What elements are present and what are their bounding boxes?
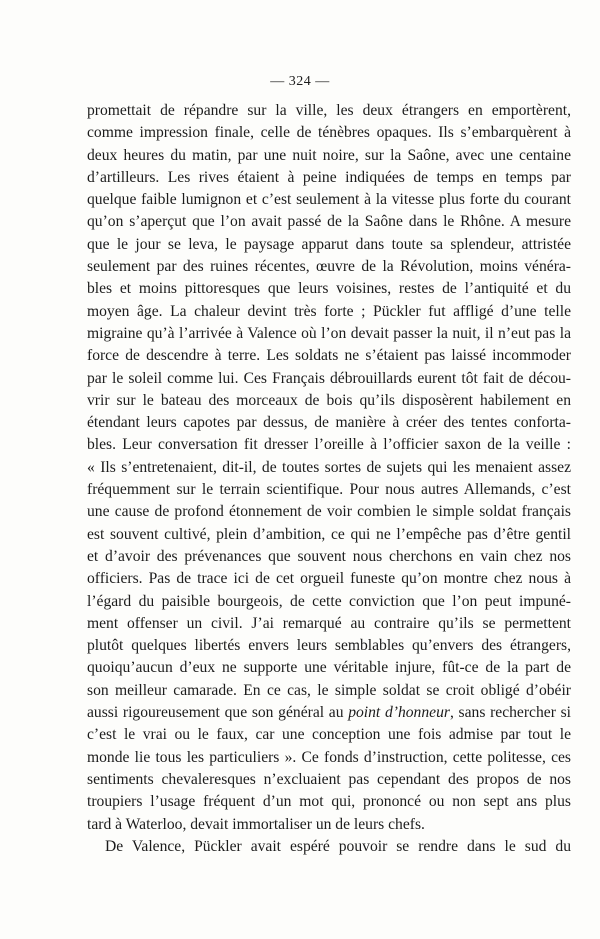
text-line: force de descendre à terre. Les soldats ne s’étaient pas laissé incommoder xyxy=(87,347,571,365)
text-line: qu’on s’aperçut que l’on avait passé de la Saône dans le Rhône. A mesure xyxy=(87,213,571,231)
text-line: et d’avoir des prévenances que souvent nous cherchons en vain chez nos xyxy=(87,547,571,565)
text-line: par le soleil comme lui. Ces Français débrouillards eurent tôt fait de décou- xyxy=(87,369,571,387)
text-line: est souvent cultivé, plein d’ambition, ce qui ne l’empêche pas d’être gentil xyxy=(87,525,571,543)
text-line: bles. Leur conversation fit dresser l’oreille à l’officier saxon de la veille : xyxy=(87,436,571,454)
text-line xyxy=(87,702,571,724)
page-number: — 324 — xyxy=(270,74,330,89)
text-line: c’est le vrai ou le faux, car une conception une fois admise par tout le xyxy=(87,726,571,744)
text-line: bles et moins pittoresques que leurs voisines, restes de l’antiquité et du xyxy=(87,280,571,298)
text-line: officiers. Pas de trace ici de cet orgueil funeste qu’on montre chez nous à xyxy=(87,570,571,588)
text-line: moyen âge. La chaleur devint très forte ; Pückler fut affligé d’une telle xyxy=(87,302,571,320)
text-line: d’artilleurs. Les rives étaient à peine indiquées de temps en temps par xyxy=(87,168,571,186)
text-line: fréquemment sur le terrain scientifique. Pour nous autres Allemands, c’est xyxy=(87,481,571,499)
text-line: promettait de répandre sur la ville, les deux étrangers en emportèrent, xyxy=(87,102,571,119)
text-line: une cause de profond étonnement de voir combien le simple soldat français xyxy=(87,503,571,521)
text-line: comme impression finale, celle de ténèbres opaques. Ils s’embarquèrent à xyxy=(87,124,571,142)
text-line: monde lie tous les particuliers ». Ce fonds d’instruction, cette politesse, ces xyxy=(87,748,571,766)
text-line: vrir sur le bateau des morceaux de bois qu’ils disposèrent habilement en xyxy=(87,391,571,409)
text-line: l’égard du paisible bourgeois, de cette conviction que l’on peut impuné- xyxy=(87,592,571,610)
text-line: quelque faible lumignon et c’est seulement à la vitesse plus forte du courant xyxy=(87,191,571,209)
body-text xyxy=(87,100,571,858)
text-segment: , sans rechercher si xyxy=(449,704,571,722)
text-line: deux heures du matin, par une nuit noire, sur la Saône, avec une centaine xyxy=(87,146,571,164)
text-line: migraine qu’à l’arrivée à Valence où l’on devait passer la nuit, il n’eut pas la xyxy=(87,324,571,342)
text-line: sentiments chevaleresques n’excluaient pas cependant des propos de nos xyxy=(87,770,571,788)
text-line: quoiqu’aucun d’eux ne supporte une véritable injure, fût-ce de la part de xyxy=(87,659,571,677)
text-line: plutôt quelques libertés envers leurs semblables qu’envers des étrangers, xyxy=(87,637,571,655)
text-segment: aussi rigoureusement que son général au xyxy=(87,704,349,722)
text-line: seulement par des ruines récentes, œuvre de la Révolution, moins vénéra- xyxy=(87,258,571,276)
text-line: « Ils s’entretenaient, dit-il, de toutes sortes de sujets qui les menaient assez xyxy=(87,458,571,476)
italic-phrase: point d’honneur xyxy=(348,704,450,722)
text-line: étendant leurs capotes par dessus, de manière à créer des tentes conforta- xyxy=(87,414,571,432)
text-line: ment offenser un civil. J’ai remarqué au contraire qu’ils se permettent xyxy=(87,614,571,632)
paragraph-end-line: tard à Waterloo, devait immortaliser un de leurs chefs. xyxy=(87,815,425,833)
text-line: troupiers l’usage fréquent d’un mot qui, prononcé ou non sept ans plus xyxy=(87,793,571,811)
text-line: que le jour se leva, le paysage apparut dans toute sa splendeur, attristée xyxy=(87,235,571,253)
paragraph-start-line: De Valence, Pückler avait espéré pouvoir se rendre dans le sud du xyxy=(105,837,571,855)
text-line: son meilleur camarade. En ce cas, le simple soldat se croit obligé d’obéir xyxy=(87,681,571,699)
